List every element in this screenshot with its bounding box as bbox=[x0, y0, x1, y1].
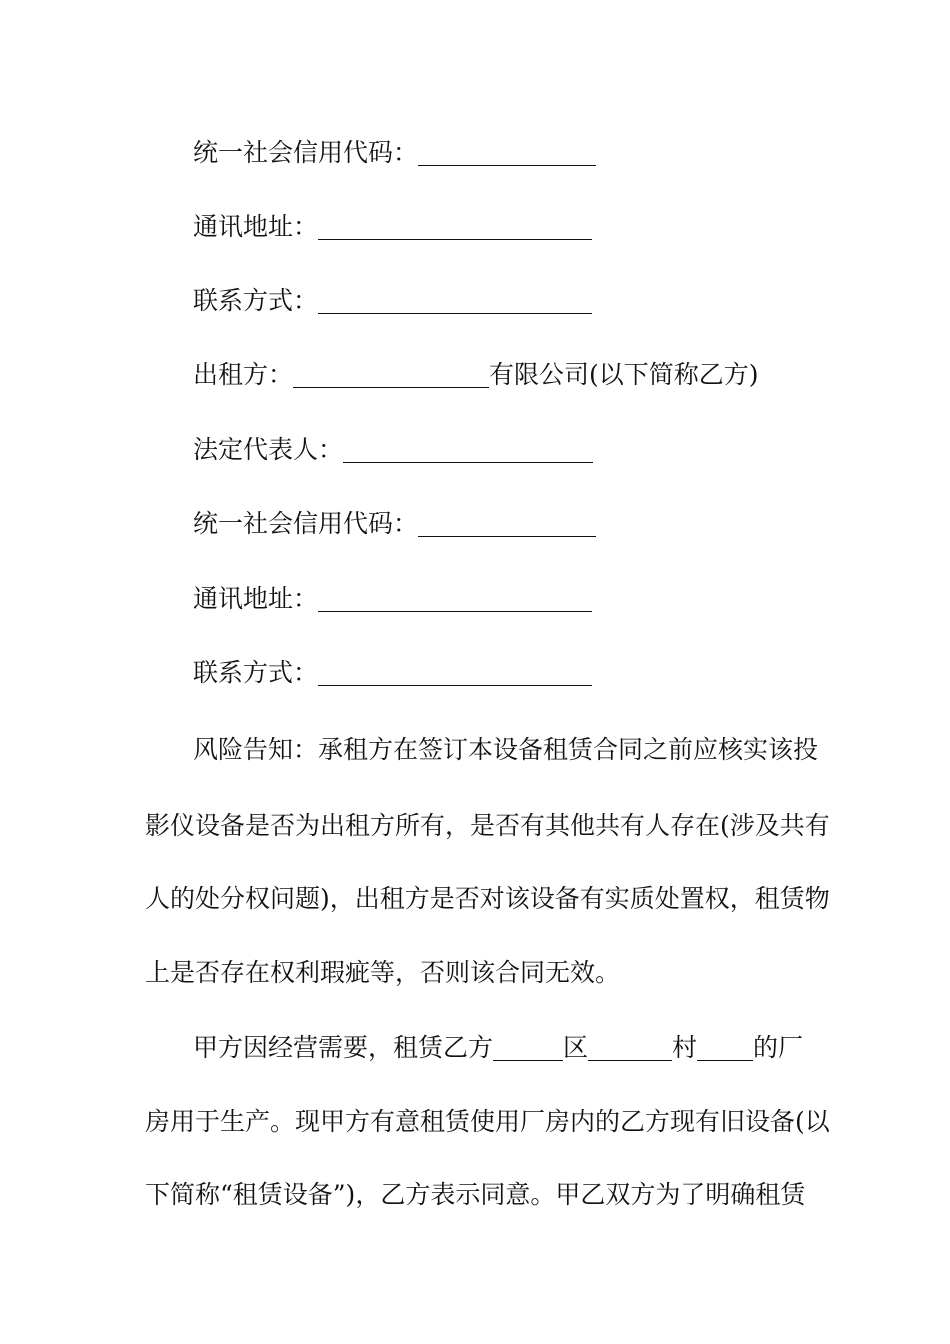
risk-notice-line-4: 上是否存在权利瑕疵等，否则该合同无效。 bbox=[145, 958, 621, 987]
intro-line-1-text-d: 的厂 bbox=[753, 1033, 804, 1062]
party-b-contact-label: 联系方式： bbox=[193, 658, 319, 687]
legal-rep-blank[interactable] bbox=[343, 436, 593, 463]
village-blank[interactable] bbox=[588, 1034, 672, 1061]
intro-line-1 bbox=[193, 1033, 803, 1063]
intro-line-1-text-c: 村 bbox=[672, 1033, 698, 1062]
party-b-credit-code-row bbox=[193, 509, 596, 539]
party-b-credit-code-label: 统一社会信用代码： bbox=[193, 509, 419, 538]
party-a-address-label: 通讯地址： bbox=[193, 212, 319, 241]
party-b-legal-rep-row bbox=[193, 435, 593, 465]
risk-notice-line-2: 影仪设备是否为出租方所有，是否有其他共有人存在(涉及共有 bbox=[145, 811, 830, 840]
party-a-address-row bbox=[193, 212, 592, 242]
party-b-credit-code-blank[interactable] bbox=[418, 510, 596, 537]
party-a-address-blank[interactable] bbox=[318, 213, 592, 240]
party-a-credit-code-label: 统一社会信用代码： bbox=[193, 138, 419, 167]
party-b-address-row bbox=[193, 584, 592, 614]
risk-notice-line-3: 人的处分权问题)，出租方是否对该设备有实质处置权，租赁物 bbox=[145, 884, 830, 913]
party-b-address-blank[interactable] bbox=[318, 585, 592, 612]
party-b-contact-row bbox=[193, 658, 592, 688]
lessor-name-blank[interactable] bbox=[293, 361, 489, 388]
party-a-credit-code-row bbox=[193, 138, 596, 168]
district-blank[interactable] bbox=[493, 1034, 563, 1061]
party-a-contact-row bbox=[193, 286, 592, 316]
party-b-lessor-row bbox=[193, 360, 759, 390]
intro-line-2: 房用于生产。现甲方有意租赁使用厂房内的乙方现有旧设备(以 bbox=[145, 1107, 830, 1136]
party-a-contact-label: 联系方式： bbox=[193, 286, 319, 315]
party-b-address-label: 通讯地址： bbox=[193, 584, 319, 613]
party-a-credit-code-blank[interactable] bbox=[418, 139, 596, 166]
lessor-label: 出租方： bbox=[193, 360, 294, 389]
risk-notice-line-1: 风险告知：承租方在签订本设备租赁合同之前应核实该投 bbox=[193, 735, 819, 764]
intro-line-3: 下简称“租赁设备”)，乙方表示同意。甲乙双方为了明确租赁 bbox=[145, 1180, 806, 1209]
party-b-contact-blank[interactable] bbox=[318, 659, 592, 686]
lessor-suffix: 有限公司(以下简称乙方) bbox=[489, 360, 759, 389]
intro-line-1-text-a: 甲方因经营需要，租赁乙方 bbox=[193, 1033, 494, 1062]
intro-line-1-text-b: 区 bbox=[563, 1033, 589, 1062]
party-a-contact-blank[interactable] bbox=[318, 287, 592, 314]
location-blank[interactable] bbox=[697, 1034, 753, 1061]
legal-rep-label: 法定代表人： bbox=[193, 435, 344, 464]
